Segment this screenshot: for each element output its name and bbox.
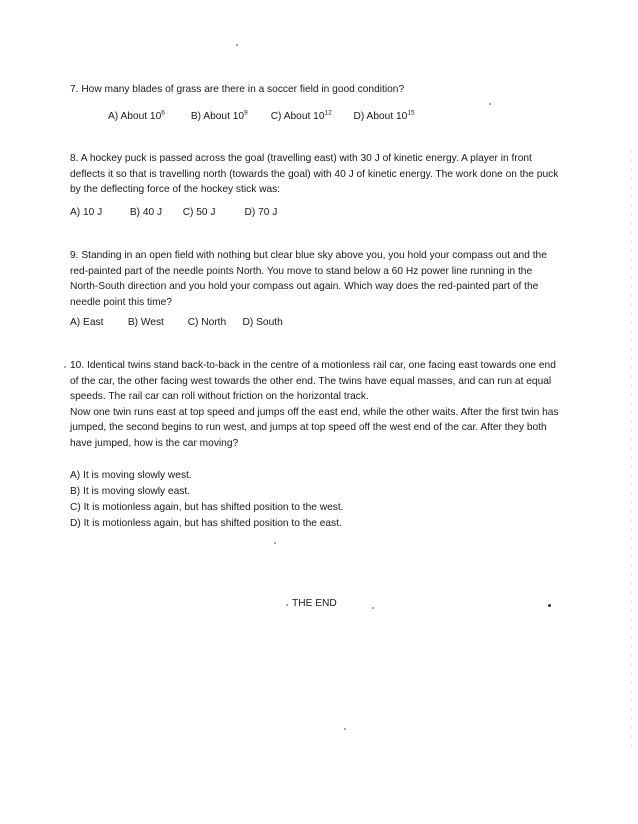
q10-option-c: C) It is motionless again, but has shifted position to the west. — [70, 502, 344, 513]
question-10 — [70, 358, 562, 451]
q9-option-c: C) North — [187, 317, 227, 328]
question-10-options — [70, 468, 344, 532]
question-9 — [70, 248, 562, 310]
scan-speck — [548, 604, 551, 607]
question-7 — [70, 82, 562, 98]
question-8 — [70, 151, 562, 198]
question-8-options — [70, 207, 277, 218]
q9-option-d: D) South — [242, 317, 283, 328]
q8-option-d: D) 70 J — [244, 207, 278, 218]
q10-option-d: D) It is motionless again, but has shifted position to the east. — [70, 518, 342, 529]
question-9-options — [70, 317, 283, 328]
scan-speck — [344, 728, 346, 730]
scan-speck — [489, 103, 491, 105]
q7-option-b: B) About $10^9$ — [190, 109, 248, 122]
scan-speck — [64, 366, 66, 368]
q9-option-a: A) East — [70, 317, 104, 328]
scan-speck — [274, 542, 276, 544]
q10-option-b: B) It is moving slowly east. — [70, 486, 191, 497]
scan-speck — [372, 607, 374, 609]
the-end-label: THE END — [292, 598, 337, 609]
q8-option-a: A) 10 J — [70, 207, 103, 218]
question-10-stem-part-2: Now one twin runs east at top speed and jumps off the east end, while the other waits. After the first twin has jumped, the second begins to run west, and jumps at top speed off the west end of the car. After they both have jumped, how is the car moving? — [70, 406, 559, 449]
scan-edge-shadow — [631, 150, 632, 750]
scan-speck — [236, 44, 238, 46]
question-7-options — [108, 111, 415, 122]
q9-option-b: B) West — [127, 317, 164, 328]
question-7-stem: 7. How many blades of grass are there in a soccer field in good condition? — [70, 84, 405, 95]
scan-speck — [286, 604, 288, 606]
question-8-stem: 8. A hockey puck is passed across the goal (travelling east) with 30 J of kinetic energy. A player in front deflects it so that is travelling north (towards the goal) with 40 J of kinetic energy. The work done on the puck by the deflecting force of the hockey stick was: — [70, 153, 559, 195]
q8-option-b: B) 40 J — [129, 207, 163, 218]
q7-option-a: A) About $10^6$ — [108, 109, 165, 122]
q8-option-c: C) 50 J — [182, 207, 216, 218]
q7-option-d: D) About $10^{15}$ — [353, 109, 415, 122]
question-9-stem: 9. Standing in an open field with nothing but clear blue sky above you, you hold your compass out and the red-painted part of the needle points North. You move to stand below a 60 Hz power line running in the North-South direction and you hold your compass out again. Which way does the red-painted part of the needle point this time? — [70, 250, 547, 308]
q7-option-c: C) About $10^{12}$ — [270, 109, 332, 122]
question-10-stem-part-1: 10. Identical twins stand back-to-back in the centre of a motionless rail car, one facing east towards one end of the car, the other facing west towards the other end. The twins have equal masses, and can run at equal speeds. The rail car can roll without friction on the horizontal track. — [70, 360, 556, 402]
q10-option-a: A) It is moving slowly west. — [70, 470, 192, 481]
